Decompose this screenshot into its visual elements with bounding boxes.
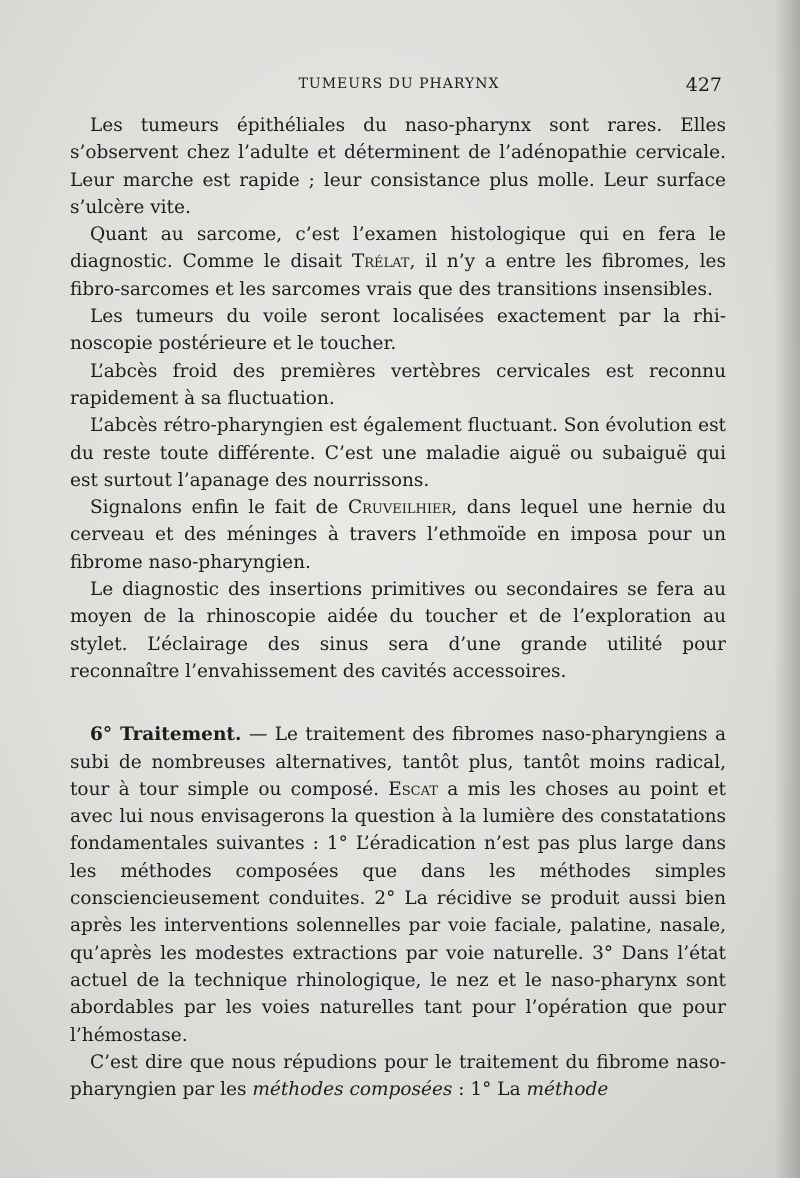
author-name: Escat bbox=[388, 778, 438, 800]
paragraph-insertions-diagnosis: Le diagnostic des insertions primitives ou secondaires se fera au moyen de la rhinoscopie aidée du toucher et de l’exploration au stylet. L’éclairage des sinus sera d’une grande utilité pour reconnaître l’envahissement des cavités accessoires. bbox=[70, 579, 726, 682]
emphasis-text: méthodes composées bbox=[252, 1079, 453, 1101]
text-run: : 1° La bbox=[452, 1079, 527, 1101]
paragraph-sarcoma bbox=[70, 221, 726, 303]
text-run: Signalons enfin le fait de bbox=[90, 497, 348, 519]
emphasis-text: méthode bbox=[526, 1079, 609, 1101]
paragraph-cruveilhier-case bbox=[70, 494, 726, 576]
text-run: — Le traitement des fibromes naso-pharyngiens a subi de nombreuses alternatives, tantôt plus, tantôt moins radical, tour à tour simple ou composé. bbox=[70, 724, 727, 800]
paragraph-retropharyngeal-abscess: L’abcès rétro-pharyngien est également fluctuant. Son évolution est du reste toute différente. C’est une maladie aiguë ou subaiguë qui est surtout l’apanage des nourrissons. bbox=[70, 415, 726, 491]
text-run: C’est dire que nous répudions pour le traitement du fibrome naso-pharyngien par les bbox=[70, 1051, 726, 1101]
paragraph-soft-palate-tumors: Les tumeurs du voile seront localisées exactement par la rhinoscopie postérieure et le toucher. bbox=[70, 306, 726, 355]
author-name: Trélat bbox=[351, 251, 410, 273]
running-title: TUMEURS DU PHARYNX bbox=[298, 76, 500, 92]
paragraph-treatment bbox=[70, 721, 726, 1049]
page-gutter-shadow bbox=[774, 0, 800, 1178]
section-spacer bbox=[70, 685, 726, 721]
text-run: , dans lequel une hernie du cerveau et des méninges à travers l’ethmoïde en imposa pour un fibrome naso-pharyngien. bbox=[70, 497, 726, 573]
text-run: Quant au sarcome, c’est l’examen histologique qui en fera le diagnostic. Comme le disait bbox=[70, 224, 726, 273]
section-heading: 6° Traitement. bbox=[90, 724, 242, 746]
page-number: 427 bbox=[685, 74, 722, 96]
author-name: Cruveilhier bbox=[347, 497, 452, 519]
text-run: , il n’y a entre les fibromes, les fibro-sarcomes et les sarcomes vrais que des transitions insensibles. bbox=[70, 251, 726, 300]
page-header bbox=[70, 74, 722, 98]
paragraph-composite-methods bbox=[70, 1049, 726, 1104]
paragraph-cold-abscess: L’abcès froid des premières vertèbres cervicales est reconnu rapidement à sa fluctuation. bbox=[70, 360, 726, 409]
page-body bbox=[70, 112, 726, 1103]
paragraph-epithelial-tumors: Les tumeurs épithéliales du naso-pharynx sont rares. Elles s’observent chez l’adulte et déterminent de l’adénopathie cervicale. Leur marche est rapide ; leur consistance plus molle. Leur surface s’ulcère vite. bbox=[70, 115, 726, 218]
text-run: a mis les choses au point et avec lui nous envisagerons la question à la lumière des constatations fondamentales suivantes : 1° L’éradication n’est pas plus large dans les méthodes composées que dans les méthodes simples consciencieusement conduites. 2° La récidive se produit aussi bien après les interventions solennelles par voie faciale, palatine, nasale, qu’après les modestes extractions par voie naturelle. 3° Dans l’état actuel de la technique rhinologique, le nez et le naso-pharynx sont abordables par les voies naturelles tant pour l’opération que pour l’hémostase. bbox=[70, 778, 726, 1046]
